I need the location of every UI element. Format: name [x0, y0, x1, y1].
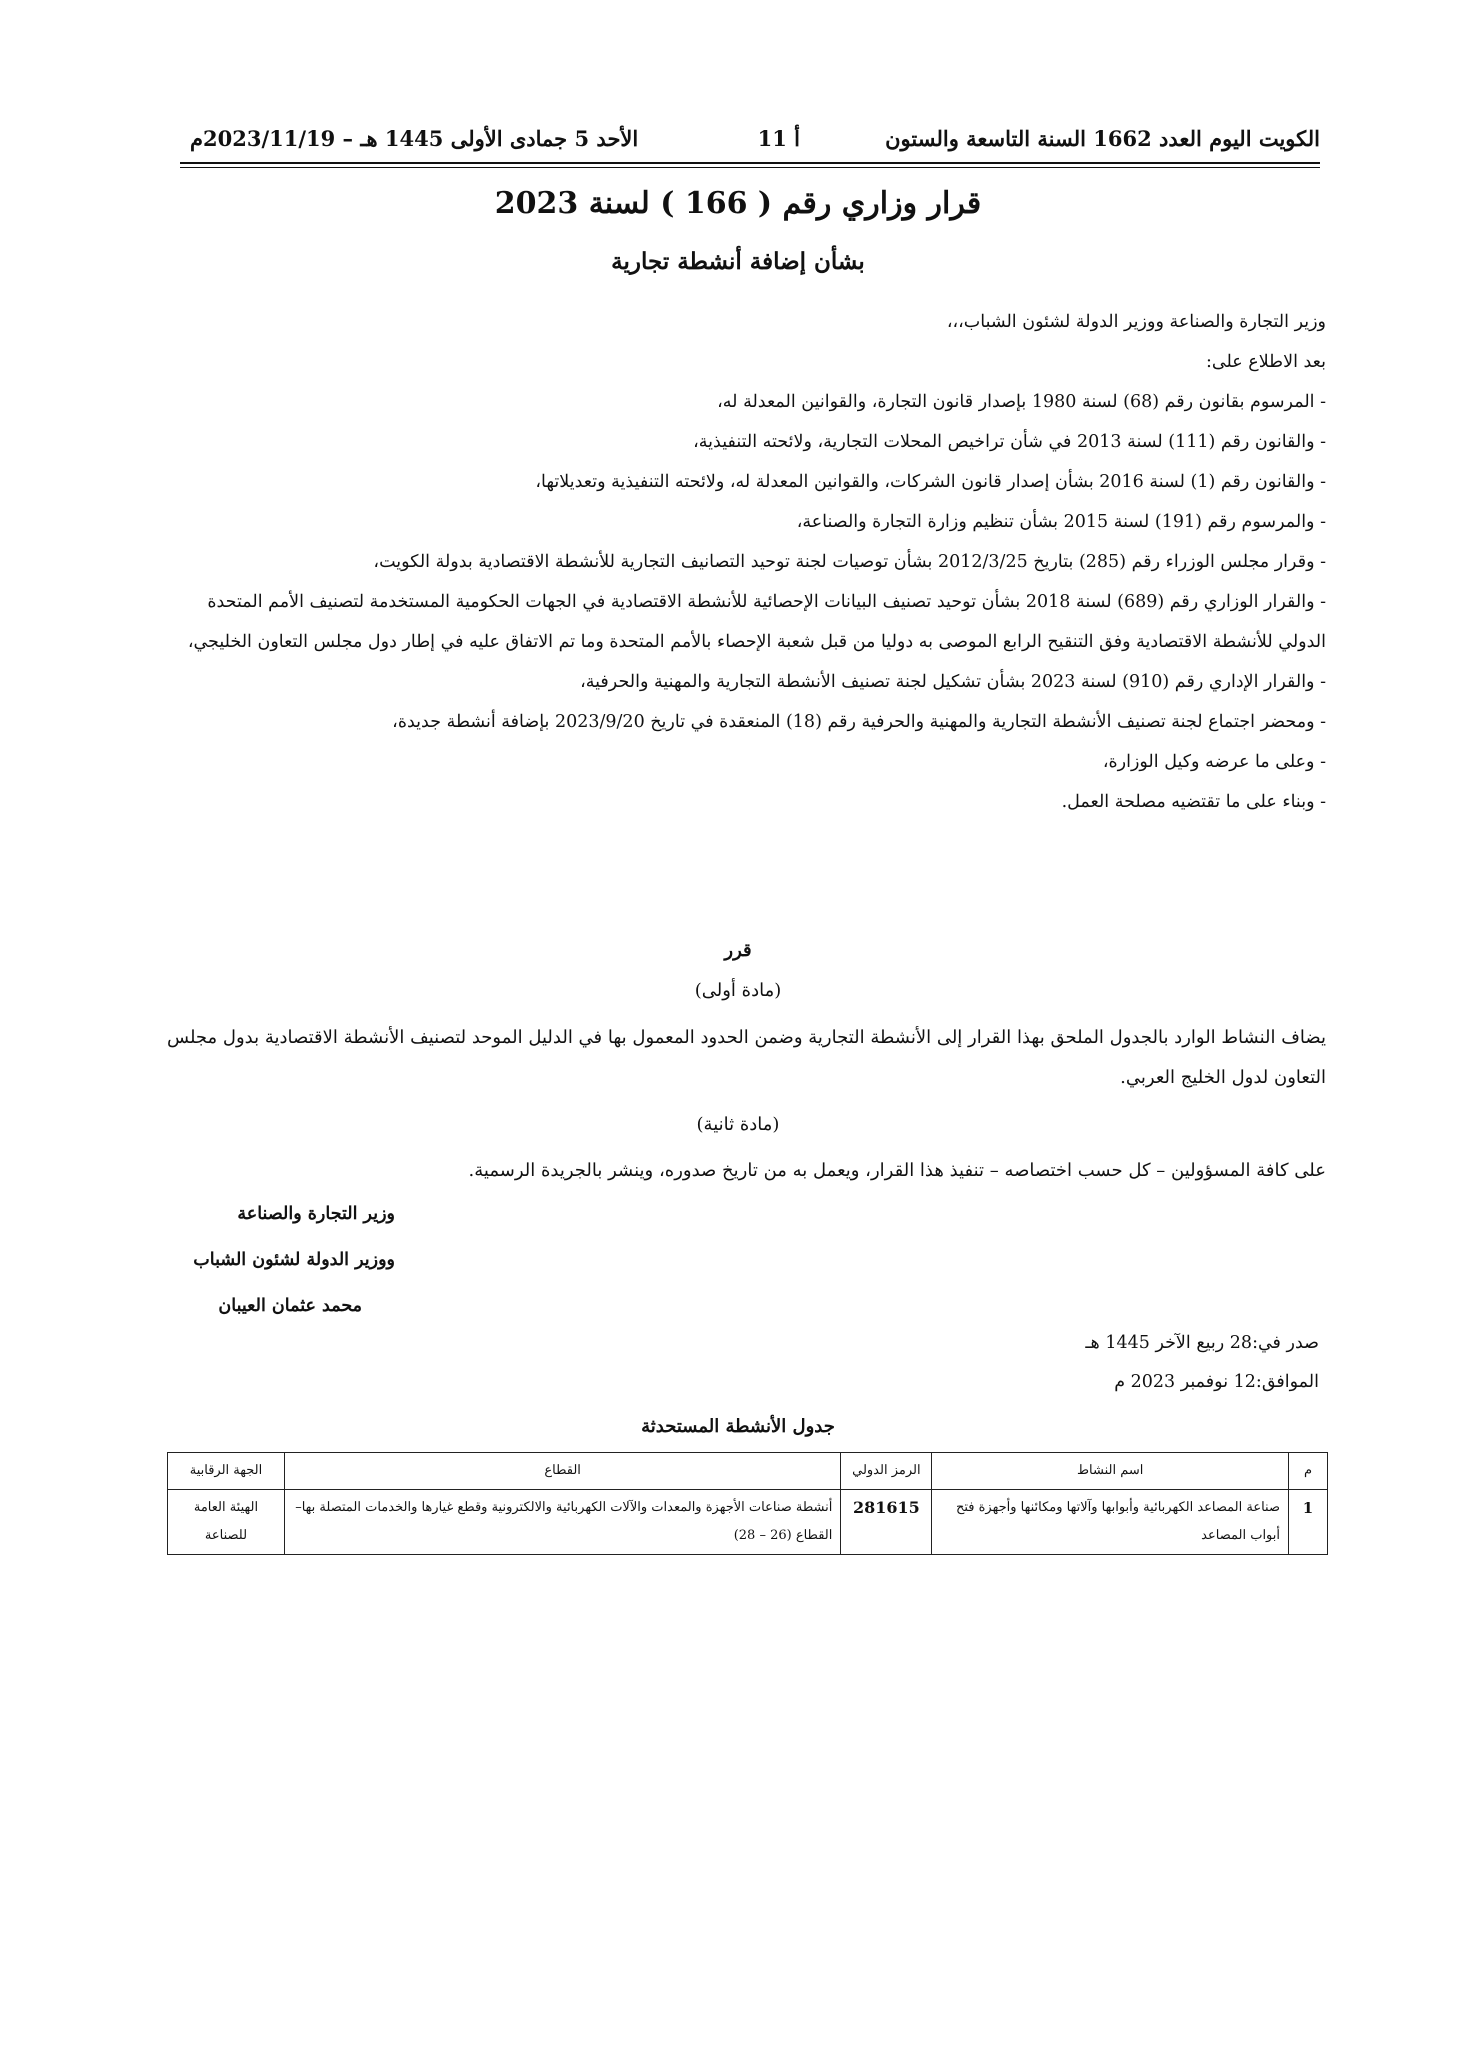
article2-heading: (مادة ثانية) [696, 1114, 780, 1135]
issued-hijri: صدر في:28 ربيع الآخر 1445 هـ [1085, 1333, 1319, 1353]
header-issue: الكويت اليوم العدد 1662 السنة التاسعة والستون [885, 126, 1320, 151]
preamble-line: - والقانون رقم (1) لسنة 2016 بشأن إصدار قانون الشركات، والقوانين المعدلة له، ولائحته التنفيذية وتعديلاتها، [535, 472, 1326, 492]
cell-activity: صناعة المصاعد الكهربائية وأبوابها وآلاتها ومكائنها وأجهزة فتح أبواب المصاعد [932, 1490, 1289, 1555]
preamble-line: وزير التجارة والصناعة ووزير الدولة لشئون الشباب،،، [946, 312, 1326, 332]
preamble-line: بعد الاطلاع على: [1206, 352, 1326, 372]
cell-code: 281615 [841, 1490, 932, 1555]
issued-gregorian: الموافق:12 نوفمبر 2023 م [1114, 1372, 1319, 1392]
col-header-authority: الجهة الرقابية [168, 1453, 285, 1490]
table-row [168, 1490, 1328, 1555]
preamble-line: - وعلى ما عرضه وكيل الوزارة، [1102, 752, 1326, 772]
header-date: الأحد 5 جمادى الأولى 1445 هـ – 2023/11/19م [190, 126, 639, 151]
header-page-number: أ 11 [757, 126, 800, 151]
header-rule [180, 162, 1320, 164]
cell-no: 1 [1289, 1490, 1328, 1555]
signature-title-2: ووزير الدولة لشئون الشباب [193, 1250, 395, 1270]
col-header-no: م [1289, 1453, 1328, 1490]
preamble [156, 302, 1326, 822]
article1-text: يضاف النشاط الوارد بالجدول الملحق بهذا القرار إلى الأنشطة التجارية وضمن الحدود المعمول بها في الدليل الموحد لتصنيف الأنشطة الاقتصادية بدول مجلس التعاون لدول الخليج العربي. [167, 1027, 1326, 1088]
header-rule-thin [180, 167, 1320, 168]
article1-heading: (مادة أولى) [694, 980, 782, 1001]
activities-table [167, 1452, 1328, 1555]
col-header-sector: القطاع [284, 1453, 840, 1490]
decided-heading: قرر [724, 940, 752, 961]
preamble-line: - والقانون رقم (111) لسنة 2013 في شأن تراخيص المحلات التجارية، ولائحته التنفيذية، [693, 432, 1326, 452]
preamble-line: - المرسوم بقانون رقم (68) لسنة 1980 بإصدار قانون التجارة، والقوانين المعدلة له، [717, 392, 1326, 412]
article2-text: على كافة المسؤولين – كل حسب اختصاصه – تنفيذ هذا القرار، ويعمل به من تاريخ صدوره، وينشر بالجريدة الرسمية. [468, 1160, 1326, 1181]
signature-name: محمد عثمان العيبان [218, 1296, 362, 1316]
cell-authority: الهيئة العامة للصناعة [168, 1490, 285, 1555]
preamble-line: - وقرار مجلس الوزراء رقم (285) بتاريخ 2012/3/25 بشأن توصيات لجنة توحيد التصانيف التجارية للأنشطة الاقتصادية بدولة الكويت، [373, 552, 1326, 572]
col-header-activity: اسم النشاط [932, 1453, 1289, 1490]
table-title: جدول الأنشطة المستحدثة [641, 1416, 835, 1437]
decree-title: قرار وزاري رقم ( 166 ) لسنة 2023 [494, 186, 982, 221]
preamble-line: - ومحضر اجتماع لجنة تصنيف الأنشطة التجارية والمهنية والحرفية رقم (18) المنعقدة في تاريخ 2023/9/20 بإضافة أنشطة جديدة، [392, 712, 1326, 732]
preamble-line: - وبناء على ما تقتضيه مصلحة العمل. [1061, 792, 1326, 812]
table-header-row [168, 1453, 1328, 1490]
preamble-line: - والمرسوم رقم (191) لسنة 2015 بشأن تنظيم وزارة التجارة والصناعة، [796, 512, 1326, 532]
signature-title-1: وزير التجارة والصناعة [237, 1204, 395, 1224]
page-header [180, 126, 1320, 160]
cell-sector: أنشطة صناعات الأجهزة والمعدات والآلات الكهربائية والالكترونية وقطع غيارها والخدمات المتصلة بها– القطاع (26 – 28) [284, 1490, 840, 1555]
decree-subtitle: بشأن إضافة أنشطة تجارية [611, 248, 865, 275]
preamble-line: - والقرار الإداري رقم (910) لسنة 2023 بشأن تشكيل لجنة تصنيف الأنشطة التجارية والمهنية والحرفية، [580, 672, 1326, 692]
preamble-line: - والقرار الوزاري رقم (689) لسنة 2018 بشأن توحيد تصنيف البيانات الإحصائية للأنشطة الاقتصادية في الجهات الحكومية المستخدمة لتصنيف الأمم المتحدة الدولي للأنشطة الاقتصادية وفق التنقيح الرابع الموصى به دوليا من قبل شعبة الإحصاء بالأمم المتحدة وما تم الاتفاق عليه في إطار دول مجلس التعاون الخليجي، [187, 592, 1326, 652]
col-header-code: الرمز الدولي [841, 1453, 932, 1490]
